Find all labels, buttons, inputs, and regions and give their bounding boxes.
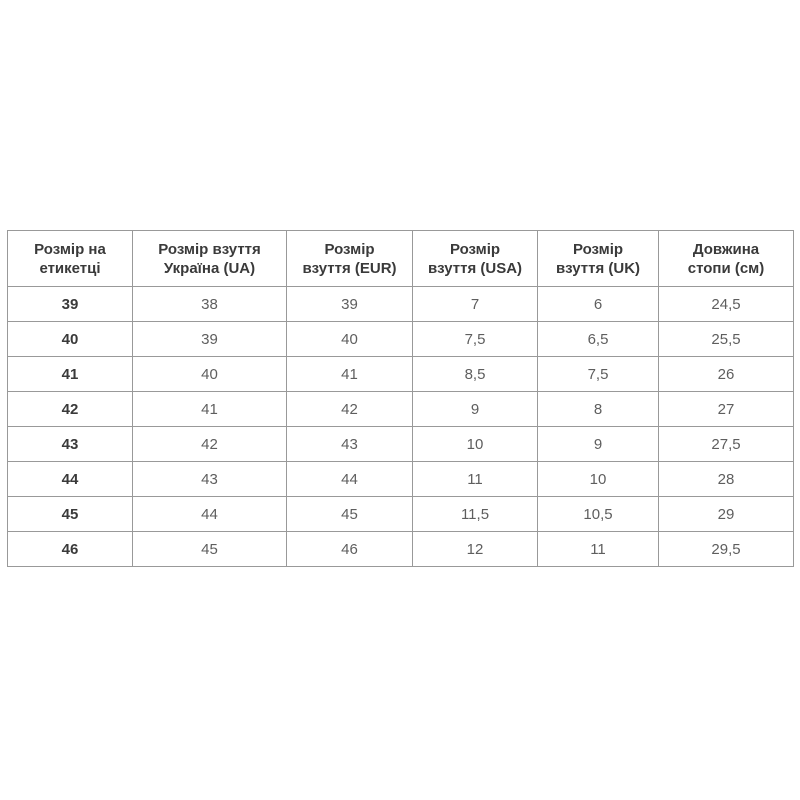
cell-ua-size: 44 bbox=[133, 497, 287, 532]
cell-label-size: 42 bbox=[8, 392, 133, 427]
header-cell-label-size bbox=[8, 231, 133, 287]
cell-ua-size: 42 bbox=[133, 427, 287, 462]
header-line: Розмір bbox=[324, 240, 375, 258]
cell-usa-size: 10 bbox=[413, 427, 538, 462]
header-cell-eur-size bbox=[287, 231, 413, 287]
header-line: Розмір bbox=[449, 240, 501, 258]
cell-label-size: 46 bbox=[8, 532, 133, 567]
cell-foot-length: 27 bbox=[659, 392, 794, 427]
cell-ua-size: 39 bbox=[133, 322, 287, 357]
cell-usa-size: 9 bbox=[413, 392, 538, 427]
cell-usa-size: 8,5 bbox=[413, 357, 538, 392]
cell-ua-size: 43 bbox=[133, 462, 287, 497]
table-row bbox=[8, 392, 794, 427]
cell-eur-size: 40 bbox=[287, 322, 413, 357]
table-row bbox=[8, 497, 794, 532]
header-line: стопи (см) bbox=[687, 259, 765, 277]
cell-foot-length: 25,5 bbox=[659, 322, 794, 357]
shoe-size-table bbox=[7, 230, 794, 567]
cell-ua-size: 38 bbox=[133, 287, 287, 322]
cell-eur-size: 42 bbox=[287, 392, 413, 427]
header-line: Розмір на bbox=[34, 240, 106, 258]
header-line: Розмір взуття bbox=[158, 240, 261, 258]
cell-eur-size: 46 bbox=[287, 532, 413, 567]
shoe-size-table-container bbox=[7, 230, 794, 567]
table-row bbox=[8, 532, 794, 567]
header-line: Довжина bbox=[692, 240, 760, 258]
cell-ua-size: 40 bbox=[133, 357, 287, 392]
header-line: взуття (UK) bbox=[555, 259, 641, 277]
cell-label-size: 45 bbox=[8, 497, 133, 532]
table-row bbox=[8, 357, 794, 392]
cell-label-size: 44 bbox=[8, 462, 133, 497]
header-line: Україна (UA) bbox=[163, 259, 256, 277]
cell-usa-size: 12 bbox=[413, 532, 538, 567]
cell-foot-length: 27,5 bbox=[659, 427, 794, 462]
cell-uk-size: 9 bbox=[538, 427, 659, 462]
cell-ua-size: 41 bbox=[133, 392, 287, 427]
cell-eur-size: 41 bbox=[287, 357, 413, 392]
table-row bbox=[8, 287, 794, 322]
header-line: Розмір bbox=[572, 240, 624, 258]
cell-foot-length: 29 bbox=[659, 497, 794, 532]
cell-usa-size: 11,5 bbox=[413, 497, 538, 532]
cell-foot-length: 29,5 bbox=[659, 532, 794, 567]
cell-usa-size: 7,5 bbox=[413, 322, 538, 357]
header-cell-foot-length bbox=[659, 231, 794, 287]
header-cell-usa-size bbox=[413, 231, 538, 287]
cell-eur-size: 43 bbox=[287, 427, 413, 462]
cell-label-size: 43 bbox=[8, 427, 133, 462]
cell-label-size: 39 bbox=[8, 287, 133, 322]
header-cell-ua-size bbox=[133, 231, 287, 287]
table-row bbox=[8, 427, 794, 462]
cell-uk-size: 6,5 bbox=[538, 322, 659, 357]
header-line: взуття (EUR) bbox=[302, 259, 397, 277]
cell-eur-size: 44 bbox=[287, 462, 413, 497]
header-line: взуття (USA) bbox=[427, 259, 523, 277]
cell-label-size: 40 bbox=[8, 322, 133, 357]
cell-foot-length: 24,5 bbox=[659, 287, 794, 322]
cell-eur-size: 45 bbox=[287, 497, 413, 532]
header-line: етикетці bbox=[39, 259, 101, 277]
cell-foot-length: 28 bbox=[659, 462, 794, 497]
cell-label-size: 41 bbox=[8, 357, 133, 392]
cell-uk-size: 11 bbox=[538, 532, 659, 567]
cell-usa-size: 11 bbox=[413, 462, 538, 497]
table-row bbox=[8, 322, 794, 357]
cell-uk-size: 6 bbox=[538, 287, 659, 322]
cell-uk-size: 7,5 bbox=[538, 357, 659, 392]
cell-uk-size: 10 bbox=[538, 462, 659, 497]
cell-uk-size: 10,5 bbox=[538, 497, 659, 532]
cell-ua-size: 45 bbox=[133, 532, 287, 567]
cell-usa-size: 7 bbox=[413, 287, 538, 322]
cell-foot-length: 26 bbox=[659, 357, 794, 392]
cell-uk-size: 8 bbox=[538, 392, 659, 427]
header-row bbox=[8, 231, 794, 287]
table-row bbox=[8, 462, 794, 497]
cell-eur-size: 39 bbox=[287, 287, 413, 322]
header-cell-uk-size bbox=[538, 231, 659, 287]
